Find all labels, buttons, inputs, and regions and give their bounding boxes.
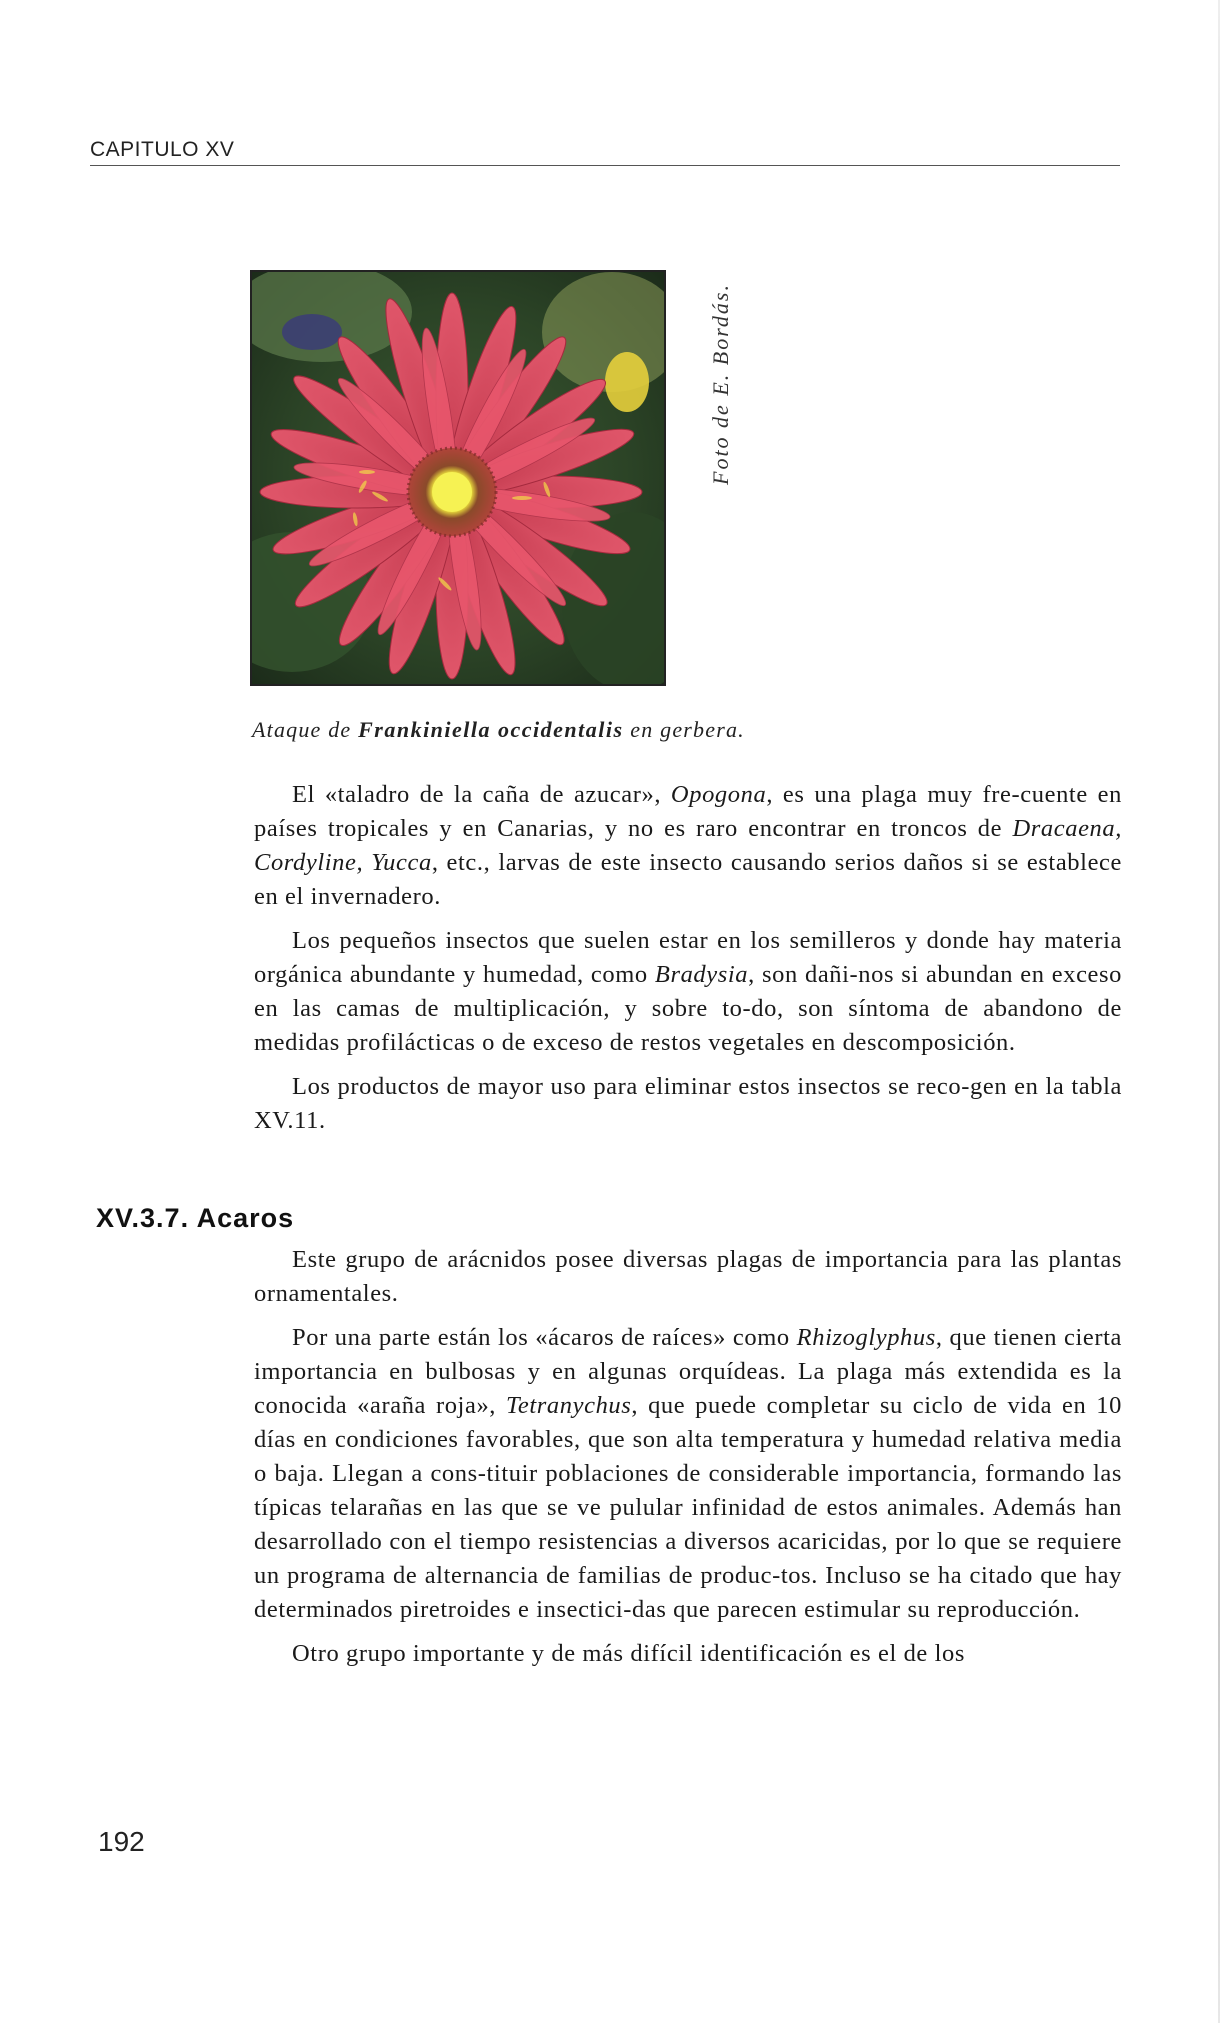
photo-credit-text: Foto de E. Bordás.: [708, 283, 733, 485]
figure-caption: [252, 717, 745, 743]
page-number: 192: [98, 1826, 145, 1857]
species-name: Bradysia: [654, 961, 749, 988]
photo-credit: [708, 275, 738, 485]
page-edge: [1218, 0, 1220, 2023]
species-name: Dracaena, Cordyline, Yucca: [254, 815, 1122, 876]
paragraph: Los productos de mayor uso para eliminar estos insectos se reco-gen en la tabla XV.11.: [254, 1073, 1122, 1134]
body-text-bottom: [254, 1243, 1122, 1681]
species-name: Rhizoglyphus: [796, 1324, 936, 1351]
paragraph: El «taladro de la caña de azucar», Opogona, es una plaga muy fre-cuente en países tropicales y en Canarias, y no es raro encontrar en troncos de Dracaena, Cordyline, Yucca, etc., larvas de este insecto causando serios daños si se establece en el invernadero.: [254, 781, 1122, 910]
caption-species: Frankiniella occidentalis: [358, 717, 624, 742]
body-text-top: [254, 778, 1122, 1148]
gerbera-flower-icon: [252, 272, 664, 684]
running-head: CAPITULO XV: [90, 138, 235, 161]
paragraph: Este grupo de arácnidos posee diversas plagas de importancia para las plantas ornamentales.: [254, 1246, 1122, 1307]
species-name: Opogona: [670, 781, 767, 808]
gerbera-photo: [250, 270, 666, 686]
caption-prefix: Ataque de: [252, 717, 352, 742]
header-rule: [90, 165, 1120, 166]
species-name: Tetranychus: [505, 1392, 632, 1419]
section-heading: XV.3.7. Acaros: [96, 1203, 295, 1233]
paragraph: Por una parte están los «ácaros de raíces» como Rhizoglyphus, que tienen cierta importancia en bulbosas y en algunas orquídeas. La plaga más extendida es la conocida «araña roja», Tetranychus, que puede completar su ciclo de vida en 10 días en condiciones favorables, que son alta temperatura y humedad relativa media o baja. Llegan a cons-tituir poblaciones de considerable importancia, formando las típicas telarañas en las que se ve pulular infinidad de estos animales. Además han desarrollado con el tiempo resistencias a diversos acaricidas, por lo que se requiere un programa de alternancia de familias de produc-tos. Incluso se ha citado que hay determinados piretroides e insectici-das que parecen estimular su reproducción.: [254, 1324, 1122, 1623]
caption-suffix: en gerbera.: [630, 717, 745, 742]
paragraph: Los pequeños insectos que suelen estar en los semilleros y donde hay materia orgánica abundante y humedad, como Bradysia, son dañi-nos si abundan en exceso en las camas de multiplicación, y sobre to-do, son síntoma de abandono de medidas profilácticas o de exceso de restos vegetales en descomposición.: [254, 927, 1123, 1056]
paragraph: Otro grupo importante y de más difícil identificación es el de los: [292, 1640, 966, 1667]
